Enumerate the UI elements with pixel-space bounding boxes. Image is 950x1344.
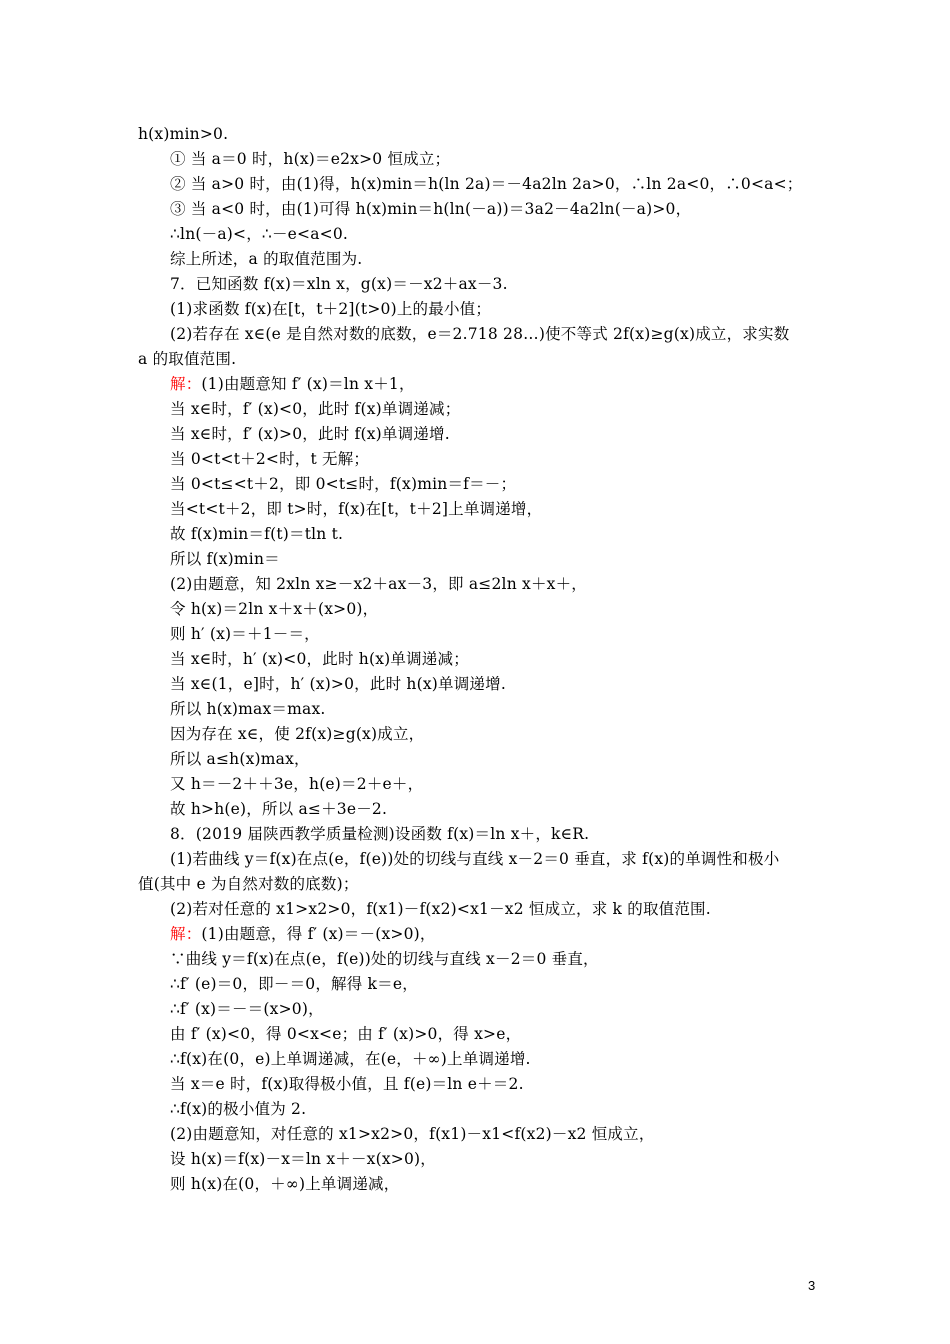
text-line	[170, 149, 860, 169]
text-line	[170, 649, 860, 669]
text-line	[170, 1174, 860, 1194]
line-text: ③ 当 a<0 时，由(1)可得 h(x)min＝h(ln(－a))＝3a2－4a2ln(－a)>0，	[170, 200, 692, 218]
text-line	[170, 799, 860, 819]
line-text: 当 0<t≤<t＋2，即 0<t≤时，f(x)min＝f＝－；	[170, 475, 517, 493]
line-text: a 的取值范围.	[138, 350, 237, 368]
text-line	[170, 949, 860, 969]
line-text: 故 f(x)min＝f(t)＝tln t.	[170, 525, 344, 543]
solution-label: 解：	[170, 925, 202, 943]
text-line	[170, 499, 860, 519]
text-line	[170, 524, 860, 544]
text-line	[170, 324, 860, 344]
text-line	[138, 349, 828, 369]
line-text: 则 h(x)在(0，＋∞)上单调递减，	[170, 1175, 400, 1193]
solution-line	[170, 924, 860, 944]
text-line	[170, 699, 860, 719]
line-text: (2)由题意，知 2xln x≥－x2＋ax－3，即 a≤2ln x＋x＋，	[170, 575, 587, 593]
line-text: 7．已知函数 f(x)＝xln x，g(x)＝－x2＋ax－3.	[170, 275, 508, 293]
line-text: ∴f′ (e)＝0，即－＝0，解得 k＝e，	[170, 975, 418, 993]
text-line	[170, 999, 860, 1019]
line-text: (2)若存在 x∈(e 是自然对数的底数，e＝2.718 28…)使不等式 2f(x)≥g(x)成立，求实数	[170, 325, 790, 343]
text-line	[170, 749, 860, 769]
line-text: 故 h>h(e)，所以 a≤＋3e－2.	[170, 800, 388, 818]
text-line	[138, 874, 828, 894]
line-text: 当 x∈时，f′ (x)>0，此时 f(x)单调递增.	[170, 425, 450, 443]
solution-line	[170, 374, 860, 394]
line-text: 由 f′ (x)<0，得 0<x<e；由 f′ (x)>0，得 x>e，	[170, 1025, 522, 1043]
line-text: 所以 f(x)min＝	[170, 550, 280, 568]
line-text: (2)若对任意的 x1>x2>0，f(x1)－f(x2)<x1－x2 恒成立，求 k 的取值范围.	[170, 900, 711, 918]
text-line	[170, 199, 860, 219]
text-line	[170, 899, 860, 919]
solution-label: 解：	[170, 375, 202, 393]
line-text: (1)若曲线 y＝f(x)在点(e，f(e))处的切线与直线 x－2＝0 垂直，求 f(x)的单调性和极小	[170, 850, 780, 868]
line-text: 则 h′ (x)＝＋1－＝，	[170, 625, 320, 643]
line-text: 因为存在 x∈，使 2f(x)≥g(x)成立，	[170, 725, 425, 743]
line-text: 所以 a≤h(x)max，	[170, 750, 310, 768]
line-text: 又 h＝－2＋＋3e，h(e)＝2＋e＋，	[170, 775, 424, 793]
text-line	[170, 1049, 860, 1069]
text-line	[138, 124, 828, 144]
problem-heading	[170, 274, 860, 294]
line-text: 设 h(x)＝f(x)－x＝ln x＋－x(x>0)，	[170, 1150, 436, 1168]
line-text: 当 x∈时，f′ (x)<0，此时 f(x)单调递减；	[170, 400, 461, 418]
line-text: 所以 h(x)max＝max.	[170, 700, 326, 718]
line-text: 当<t<t＋2，即 t>时，f(x)在[t，t＋2]上单调递增，	[170, 500, 543, 518]
text-line	[170, 624, 860, 644]
line-text: (1)求函数 f(x)在[t，t＋2](t>0)上的最小值；	[170, 300, 492, 318]
line-text: ① 当 a＝0 时，h(x)＝e2x>0 恒成立；	[170, 150, 451, 168]
text-line	[170, 424, 860, 444]
line-text: (1)由题意，得 f′ (x)＝－(x>0)，	[201, 925, 436, 943]
text-line	[170, 174, 860, 194]
line-text: ② 当 a>0 时，由(1)得，h(x)min＝h(ln 2a)＝－4a2ln 2a>0，∴ln 2a<0，∴0<a<；	[170, 175, 803, 193]
text-line	[170, 299, 860, 319]
text-line	[170, 1099, 860, 1119]
line-text: ∴f(x)的极小值为 2.	[170, 1100, 307, 1118]
text-line	[170, 1149, 860, 1169]
text-line	[170, 1074, 860, 1094]
line-text: 当 0<t<t＋2<时，t 无解；	[170, 450, 370, 468]
text-line	[170, 599, 860, 619]
text-line	[170, 224, 860, 244]
text-line	[170, 574, 860, 594]
line-text: ∵曲线 y＝f(x)在点(e，f(e))处的切线与直线 x－2＝0 垂直，	[170, 950, 599, 968]
text-line	[170, 724, 860, 744]
text-line	[170, 1124, 860, 1144]
line-text: 当 x＝e 时，f(x)取得极小值，且 f(e)＝ln e＋＝2.	[170, 1075, 524, 1093]
line-text: 当 x∈时，h′ (x)<0，此时 h(x)单调递减；	[170, 650, 469, 668]
line-text: ∴f′ (x)＝－＝(x>0)，	[170, 1000, 324, 1018]
line-text: (2)由题意知，对任意的 x1>x2>0，f(x1)－x1<f(x2)－x2 恒成立，	[170, 1125, 655, 1143]
line-text: h(x)min>0.	[138, 125, 229, 143]
line-text: 值(其中 e 为自然对数的底数)；	[138, 875, 359, 893]
text-line	[170, 474, 860, 494]
text-line	[170, 774, 860, 794]
page-number: 3	[808, 1278, 816, 1293]
text-line	[170, 549, 860, 569]
text-line	[170, 674, 860, 694]
line-text: 综上所述，a 的取值范围为.	[170, 250, 363, 268]
line-text: 8．(2019 届陕西教学质量检测)设函数 f(x)＝ln x＋，k∈R.	[170, 825, 590, 843]
text-line	[170, 249, 860, 269]
text-line	[170, 1024, 860, 1044]
line-text: ∴ln(－a)<，∴－e<a<0.	[170, 225, 349, 243]
text-line	[170, 974, 860, 994]
line-text: (1)由题意知 f′ (x)＝ln x＋1，	[201, 375, 415, 393]
problem-heading	[170, 824, 860, 844]
line-text: 当 x∈(1，e]时，h′ (x)>0，此时 h(x)单调递增.	[170, 675, 506, 693]
text-line	[170, 449, 860, 469]
line-text: ∴f(x)在(0，e)上单调递减，在(e，＋∞)上单调递增.	[170, 1050, 531, 1068]
text-line	[170, 849, 860, 869]
text-line	[170, 399, 860, 419]
line-text: 令 h(x)＝2ln x＋x＋(x>0)，	[170, 600, 379, 618]
